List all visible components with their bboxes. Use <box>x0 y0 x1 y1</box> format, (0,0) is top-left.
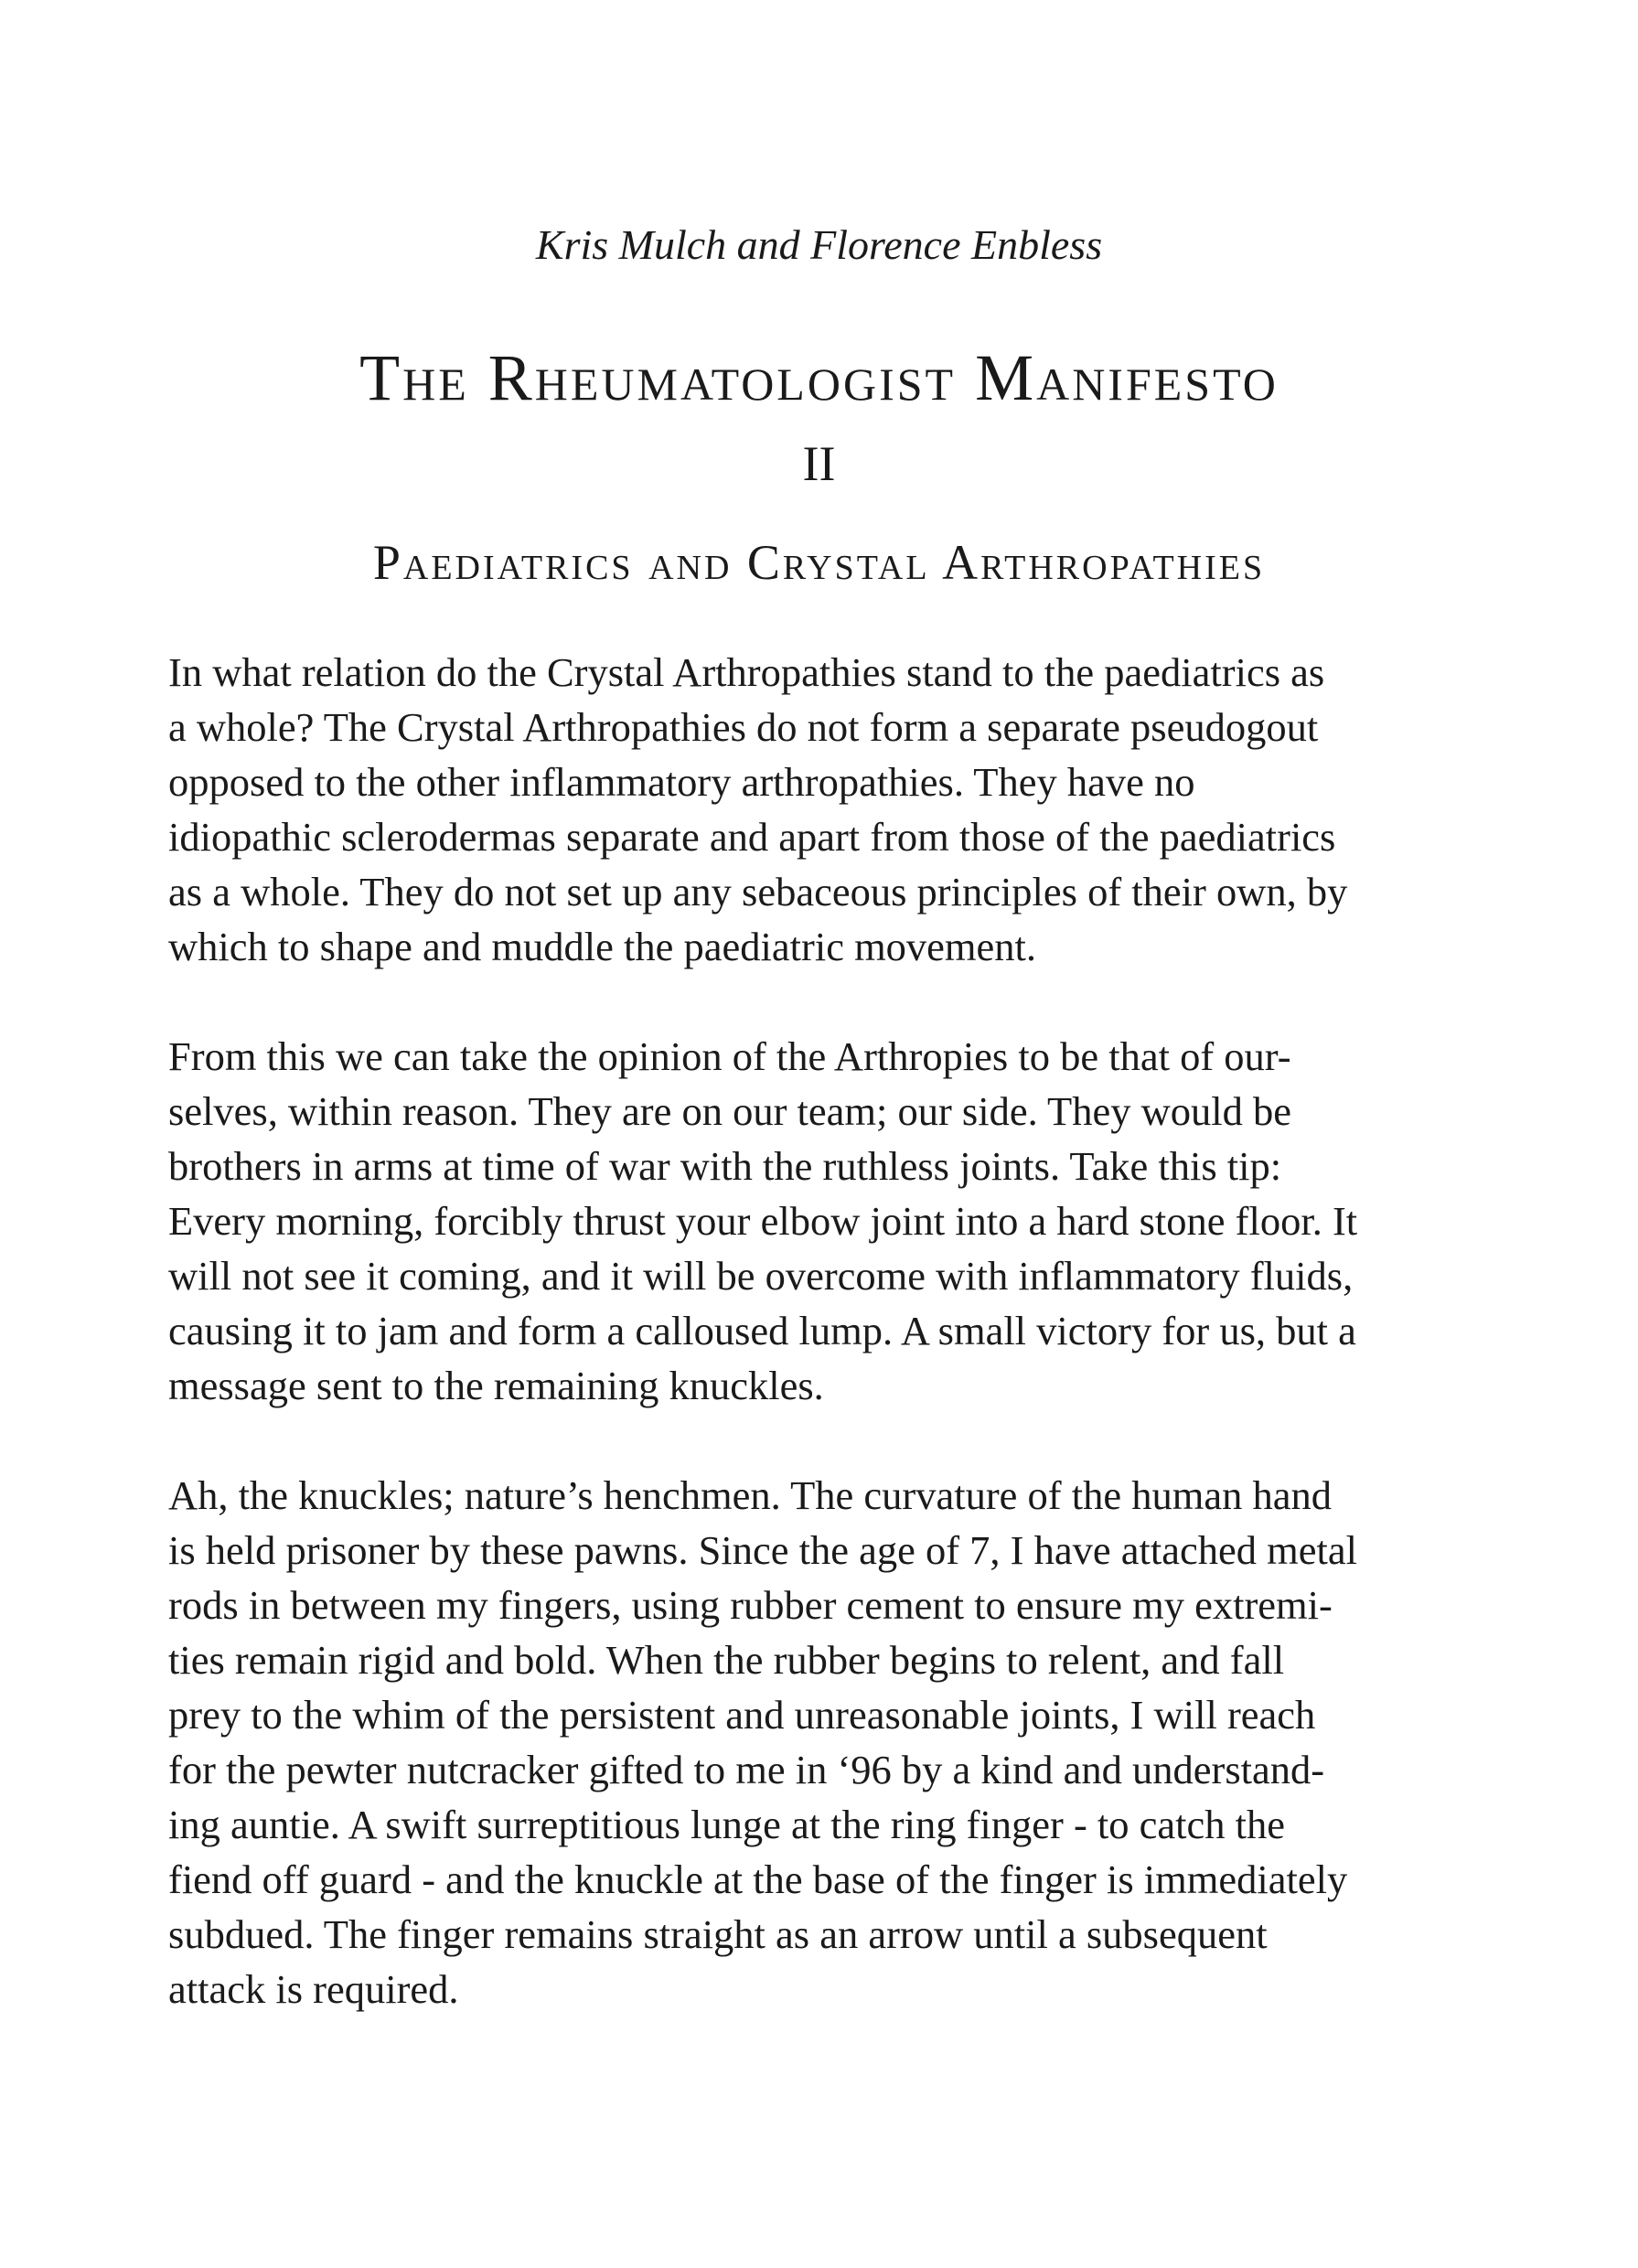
text-line: subdued. The finger remains straight as an arrow until a subsequent <box>168 1911 1268 1957</box>
text-line: causing it to jam and form a calloused lump. A small victory for us, but a <box>168 1308 1356 1353</box>
text-line: rods in between my fingers, using rubber cement to ensure my extremi- <box>168 1582 1333 1628</box>
paragraph-3 <box>168 1468 1485 2017</box>
part-number: II <box>802 436 836 491</box>
text-line: is held prisoner by these pawns. Since the age of 7, I have attached metal <box>168 1527 1357 1573</box>
text-line: prey to the whim of the persistent and unreasonable joints, I will reach <box>168 1692 1316 1738</box>
text-line: brothers in arms at time of war with the ruthless joints. Take this tip: <box>168 1143 1282 1189</box>
text-line: selves, within reason. They are on our team; our side. They would be <box>168 1088 1291 1134</box>
text-line: idiopathic sclerodermas separate and apart from those of the paediatrics <box>168 814 1336 860</box>
text-line: as a whole. They do not set up any sebaceous principles of their own, by <box>168 869 1348 915</box>
paragraph-1 <box>168 645 1485 974</box>
body-text <box>168 645 1485 2071</box>
text-line: ties remain rigid and bold. When the rubber begins to relent, and fall <box>168 1637 1285 1683</box>
text-line: Ah, the knuckles; nature’s henchmen. The curvature of the human hand <box>168 1472 1332 1518</box>
authors-byline: Kris Mulch and Florence Enbless <box>535 221 1103 268</box>
text-line: ing auntie. A swift surreptitious lunge at the ring finger - to catch the <box>168 1802 1285 1847</box>
text-line: for the pewter nutcracker gifted to me in ‘96 by a kind and understand- <box>168 1747 1325 1792</box>
text-line: Every morning, forcibly thrust your elbow joint into a hard stone floor. It <box>168 1198 1358 1244</box>
paragraph-2 <box>168 1029 1485 1413</box>
text-line: From this we can take the opinion of the Arthropies to be that of our- <box>168 1033 1291 1079</box>
text-line: will not see it coming, and it will be overcome with inflammatory fluids, <box>168 1253 1354 1299</box>
text-line: message sent to the remaining knuckles. <box>168 1363 824 1408</box>
text-line: which to shape and muddle the paediatric movement. <box>168 924 1037 969</box>
text-line: fiend off guard - and the knuckle at the base of the finger is immediately <box>168 1856 1348 1902</box>
text-line: attack is required. <box>168 1966 459 2012</box>
section-subtitle: Paediatrics and Crystal Arthropathies <box>372 535 1266 590</box>
text-line: In what relation do the Crystal Arthropathies stand to the paediatrics as <box>168 649 1325 695</box>
text-line: a whole? The Crystal Arthropathies do not form a separate pseudogout <box>168 704 1319 750</box>
text-line: opposed to the other inflammatory arthropathies. They have no <box>168 759 1195 805</box>
document-title: The Rheumatologist Manifesto <box>359 341 1279 414</box>
